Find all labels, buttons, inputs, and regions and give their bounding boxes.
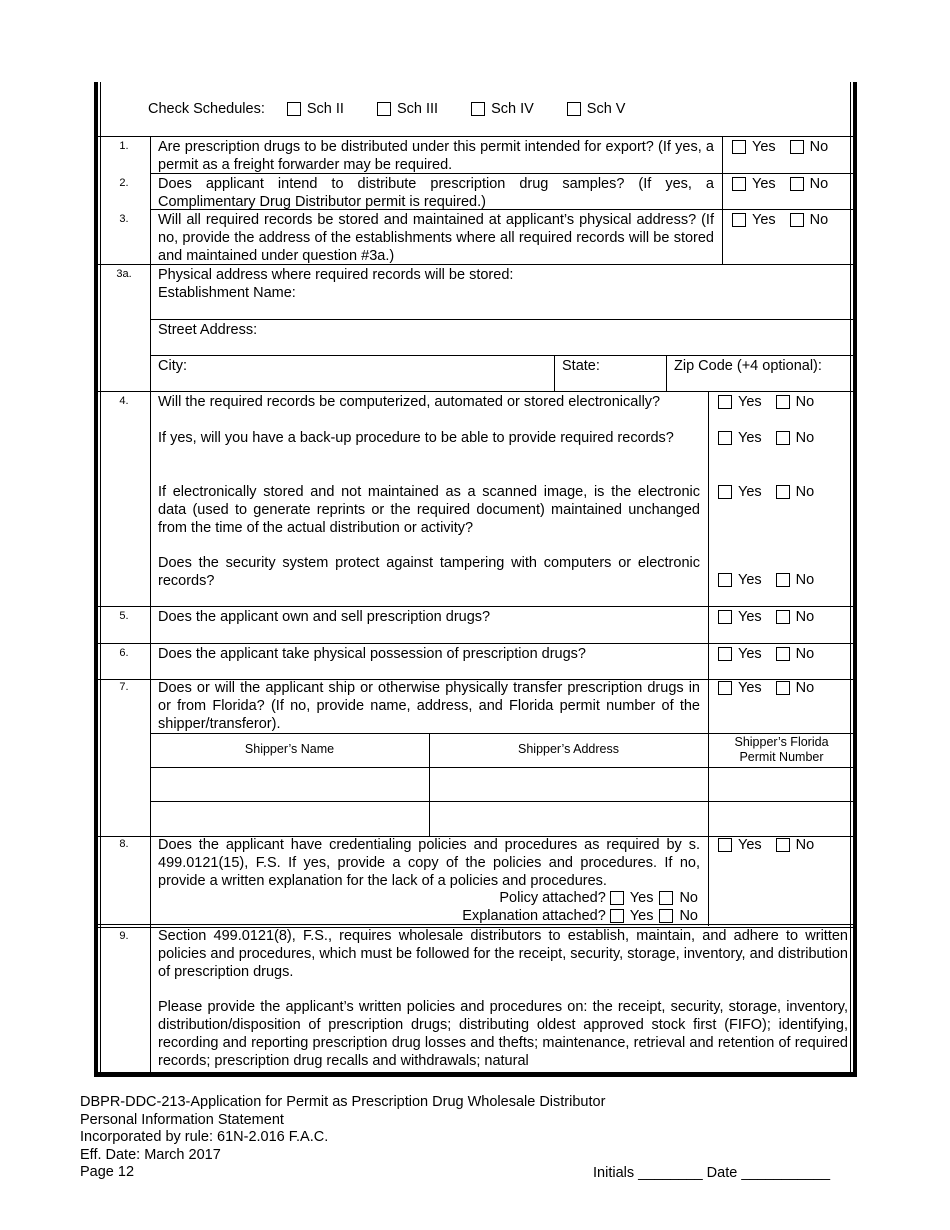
q8-policy-no-checkbox[interactable] xyxy=(659,891,673,905)
check-schedules-row xyxy=(98,82,853,137)
q5-yes-no: Yes No xyxy=(718,609,828,625)
q3a-zip-label: Zip Code (+4 optional): xyxy=(674,358,822,374)
q8-explanation-attached-label: Explanation attached? xyxy=(462,908,606,924)
q1-text: Are prescription drugs to be distributed under this permit intended for export? (If yes, a permit as a freight forwarder may be required. xyxy=(158,139,714,173)
q3a-state-label: State: xyxy=(562,358,600,374)
q4-text-d: Does the security system protect against tampering with computers or electronic records? xyxy=(158,555,700,589)
q9-paragraph-1: Section 499.0121(8), F.S., requires wholesale distributors to establish, maintain, and adhere to written policies and procedures, which must be followed for the receipt, security, storage, inventory, and distribution of prescription drugs. xyxy=(158,928,848,980)
q8-explanation-no-checkbox[interactable] xyxy=(659,909,673,923)
q7-number: 7. xyxy=(119,681,129,693)
q5-text: Does the applicant own and sell prescription drugs? xyxy=(158,609,491,625)
q3-text: Will all required records be stored and maintained at applicant’s physical address? (If no, provide the address of the establishments where all required records will be stored and maintained under question #3a.) xyxy=(158,212,714,264)
initials-date-line[interactable]: Initials ________ Date ___________ xyxy=(593,1165,831,1181)
q7-no-checkbox[interactable] xyxy=(776,681,790,695)
q8-yes-no: Yes No xyxy=(718,837,828,853)
q8-policy-attached-row: Policy attached? Yes No xyxy=(499,890,698,906)
q3-number: 3. xyxy=(119,213,129,225)
sch-iv-checkbox[interactable] xyxy=(471,102,485,116)
q3a-intro: Physical address where required records will be stored: xyxy=(158,267,514,283)
sch-iii-checkbox[interactable] xyxy=(377,102,391,116)
q8-no-checkbox[interactable] xyxy=(776,838,790,852)
q1-number: 1. xyxy=(119,140,129,152)
q3a-city-label: City: xyxy=(158,358,187,374)
q6-no-checkbox[interactable] xyxy=(776,647,790,661)
q3-yes-no: Yes No xyxy=(732,212,842,228)
q5-yes-checkbox[interactable] xyxy=(718,610,732,624)
q2-yes-checkbox[interactable] xyxy=(732,177,746,191)
q8-explanation-attached-row: Explanation attached? Yes No xyxy=(462,908,698,924)
q4c-yes-no: Yes No xyxy=(718,484,828,500)
q7-yes-checkbox[interactable] xyxy=(718,681,732,695)
q4-text-a: Will the required records be computerized, automated or stored electronically? xyxy=(158,394,661,410)
q4b-yes-checkbox[interactable] xyxy=(718,431,732,445)
shipper-name-header: Shipper’s Name xyxy=(244,742,335,756)
q4-text-b: If yes, will you have a back-up procedure to be able to provide required records? xyxy=(158,430,674,446)
q8-number: 8. xyxy=(119,838,129,850)
q8-policy-yes-checkbox[interactable] xyxy=(610,891,624,905)
q7-text: Does or will the applicant ship or otherwise physically transfer prescription drugs in or from Florida? (If no, provide name, address, and Florida permit number of the shipper/transferor). xyxy=(158,680,700,732)
q8-text: Does the applicant have credentialing policies and procedures as required by s. 499.0121(15), F.S. If yes, provide a copy of the policies and procedures. If no, provide a written explanation for the lack of a policies and procedures. xyxy=(158,837,700,889)
q4b-yes-no: Yes No xyxy=(718,430,828,446)
q3a-establishment-label: Establishment Name: xyxy=(158,285,296,301)
q4-number: 4. xyxy=(119,395,129,407)
footer-form-title: DBPR-DDC-213-Application for Permit as Prescription Drug Wholesale Distributor xyxy=(80,1094,606,1110)
sch-iv-option[interactable]: Sch IV xyxy=(471,101,534,117)
q4a-yes-no: Yes No xyxy=(718,394,828,410)
q6-yes-checkbox[interactable] xyxy=(718,647,732,661)
q9-number: 9. xyxy=(119,930,129,942)
footer-page-number: Page 12 xyxy=(80,1164,135,1180)
q4d-no-checkbox[interactable] xyxy=(776,573,790,587)
q9-paragraph-2: Please provide the applicant’s written policies and procedures on: the receipt, security, storage, inventory, distribution/disposition of prescription drugs; distributing oldest approved stock first (FIFO); identifying, recording and reporting prescription drug losses and thefts; maintenance, retrieval and retention of required records; prescription drug recalls and withdrawals; natural xyxy=(158,999,848,1069)
footer-section: Personal Information Statement xyxy=(80,1111,284,1128)
shipper-address-header: Shipper’s Address xyxy=(518,742,619,756)
q2-no-checkbox[interactable] xyxy=(790,177,804,191)
q8-yes-checkbox[interactable] xyxy=(718,838,732,852)
check-schedules-label: Check Schedules: xyxy=(148,101,265,117)
q7-yes-no: Yes No xyxy=(718,680,828,696)
q2-text: Does applicant intend to distribute prescription drug samples? (If yes, a Complimentary Drug Distributor permit is required.) xyxy=(158,176,714,210)
q4c-no-checkbox[interactable] xyxy=(776,485,790,499)
q3a-street-label: Street Address: xyxy=(158,322,258,338)
sch-ii-option[interactable]: Sch II xyxy=(287,101,344,117)
q4c-yes-checkbox[interactable] xyxy=(718,485,732,499)
q4a-yes-checkbox[interactable] xyxy=(718,395,732,409)
q1-no-checkbox[interactable] xyxy=(790,140,804,154)
q5-no-checkbox[interactable] xyxy=(776,610,790,624)
sch-ii-checkbox[interactable] xyxy=(287,102,301,116)
form-frame xyxy=(94,82,857,1077)
q8-policy-attached-label: Policy attached? xyxy=(499,890,606,906)
shipper-permit-header-line2: Permit Number xyxy=(739,750,824,764)
q1-yes-no: Yes No xyxy=(732,139,842,155)
q4d-yes-no: Yes No xyxy=(718,572,828,588)
sch-v-checkbox[interactable] xyxy=(567,102,581,116)
q2-yes-no: Yes No xyxy=(732,176,842,192)
q6-number: 6. xyxy=(119,647,129,659)
q3-yes-checkbox[interactable] xyxy=(732,213,746,227)
q3-no-checkbox[interactable] xyxy=(790,213,804,227)
number-column-divider xyxy=(150,137,151,1077)
form-footer xyxy=(80,1094,605,1182)
footer-eff-date: Eff. Date: March 2017 xyxy=(80,1146,221,1163)
q4d-yes-checkbox[interactable] xyxy=(718,573,732,587)
q6-text: Does the applicant take physical possession of prescription drugs? xyxy=(158,646,586,662)
q1-yes-checkbox[interactable] xyxy=(732,140,746,154)
sch-iii-option[interactable]: Sch III xyxy=(377,101,438,117)
sch-v-option[interactable]: Sch V xyxy=(567,101,626,117)
q3a-number: 3a. xyxy=(116,268,132,280)
q2-number: 2. xyxy=(119,177,129,189)
q4-text-c: If electronically stored and not maintained as a scanned image, is the electronic data (used to generate reprints or the required document) maintained unchanged from the time of the actual distribution or activity? xyxy=(158,484,700,536)
q4b-no-checkbox[interactable] xyxy=(776,431,790,445)
q8-explanation-yes-checkbox[interactable] xyxy=(610,909,624,923)
q6-yes-no: Yes No xyxy=(718,646,828,662)
q4a-no-checkbox[interactable] xyxy=(776,395,790,409)
q5-number: 5. xyxy=(119,610,129,622)
shipper-permit-header-line1: Shipper’s Florida xyxy=(734,735,829,749)
footer-rule: Incorporated by rule: 61N-2.016 F.A.C. xyxy=(80,1129,329,1145)
